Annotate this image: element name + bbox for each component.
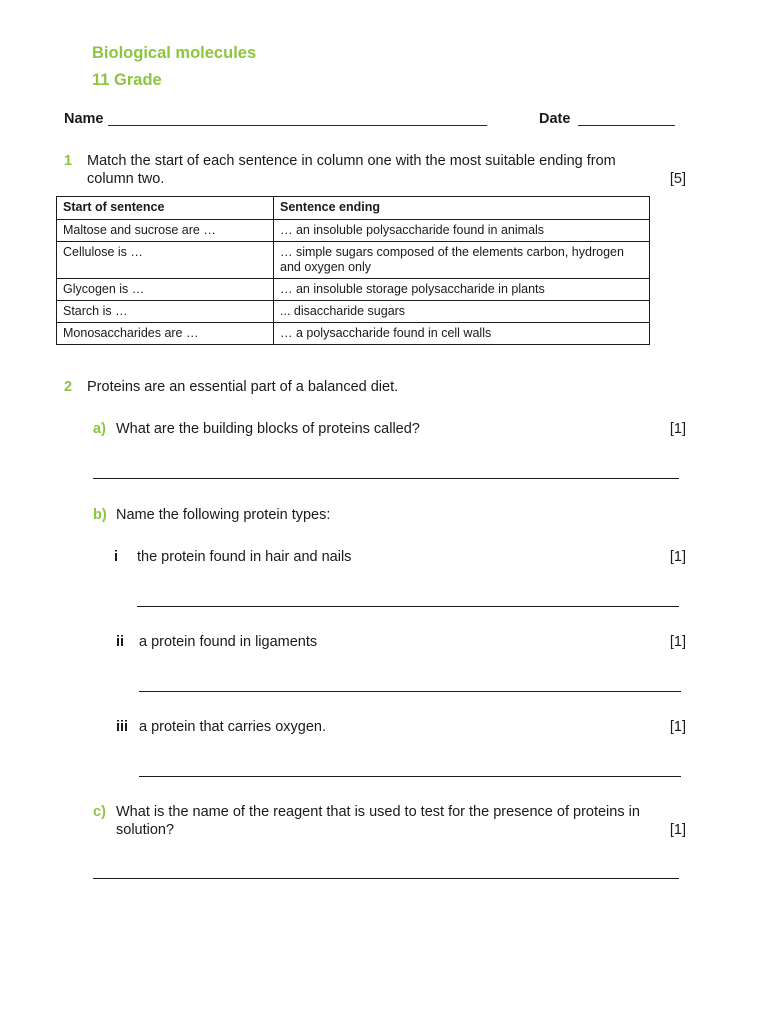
table-cell-start: Glycogen is … xyxy=(57,279,274,301)
question-2b-text: Name the following protein types: xyxy=(116,507,331,523)
date-label: Date xyxy=(539,111,571,127)
grade-label: 11 Grade xyxy=(92,71,162,89)
table-cell-start: Starch is … xyxy=(57,301,274,323)
question-1-text-line2: column two. xyxy=(87,171,165,187)
matching-table xyxy=(56,196,650,345)
table-cell-ending: … a polysaccharide found in cell walls xyxy=(274,323,650,345)
table-row xyxy=(57,279,650,301)
question-2b-ii-label: ii xyxy=(116,634,125,650)
question-1-marks: [5] xyxy=(669,171,686,187)
question-2b-iii-marks: [1] xyxy=(669,719,686,735)
table-row xyxy=(57,220,650,242)
question-2b-iii-text: a protein that carries oxygen. xyxy=(139,719,326,735)
answer-line-2a[interactable] xyxy=(93,478,679,479)
date-field[interactable]: ____________ xyxy=(578,111,675,127)
question-2b-label: b) xyxy=(93,507,107,523)
table-cell-ending: … an insoluble polysaccharide found in animals xyxy=(274,220,650,242)
table-cell-start: Cellulose is … xyxy=(57,242,274,279)
answer-line-2b-ii[interactable] xyxy=(139,691,681,692)
question-2b-iii-label: iii xyxy=(116,719,129,735)
column-header-start: Start of sentence xyxy=(57,197,274,220)
table-row xyxy=(57,301,650,323)
table-header-row xyxy=(57,197,650,220)
question-2-number: 2 xyxy=(64,379,73,395)
table-cell-ending: ... disaccharide sugars xyxy=(274,301,650,323)
question-2c-label: c) xyxy=(93,804,106,820)
table-row xyxy=(57,242,650,279)
question-2c-text-line2: solution? xyxy=(116,822,175,838)
answer-line-2b-i[interactable] xyxy=(137,606,679,607)
question-1-number: 1 xyxy=(64,153,73,169)
question-2c-marks: [1] xyxy=(669,822,686,838)
question-1-text-line1: Match the start of each sentence in column one with the most suitable ending from xyxy=(87,153,616,169)
name-label: Name xyxy=(64,111,104,127)
table-cell-start: Monosaccharides are … xyxy=(57,323,274,345)
question-2a-text: What are the building blocks of proteins called? xyxy=(116,421,420,437)
question-2-text: Proteins are an essential part of a balanced diet. xyxy=(87,379,399,395)
question-2b-i-text: the protein found in hair and nails xyxy=(137,549,352,565)
question-2b-ii-marks: [1] xyxy=(669,634,686,650)
question-2b-i-label: i xyxy=(114,549,119,565)
question-2b-i-marks: [1] xyxy=(669,549,686,565)
table-row xyxy=(57,323,650,345)
question-2a-label: a) xyxy=(93,421,106,437)
answer-line-2c[interactable] xyxy=(93,878,679,879)
name-field[interactable]: _______________________________________________ xyxy=(108,111,488,127)
answer-line-2b-iii[interactable] xyxy=(139,776,681,777)
table-cell-start: Maltose and sucrose are … xyxy=(57,220,274,242)
question-2b-ii-text: a protein found in ligaments xyxy=(139,634,318,650)
table-cell-ending: … an insoluble storage polysaccharide in plants xyxy=(274,279,650,301)
worksheet-title: Biological molecules xyxy=(92,44,257,62)
column-header-ending: Sentence ending xyxy=(274,197,650,220)
table-cell-ending: … simple sugars composed of the elements carbon, hydrogen and oxygen only xyxy=(274,242,650,279)
question-2c-text-line1: What is the name of the reagent that is used to test for the presence of proteins in xyxy=(116,804,640,820)
question-2a-marks: [1] xyxy=(669,421,686,437)
